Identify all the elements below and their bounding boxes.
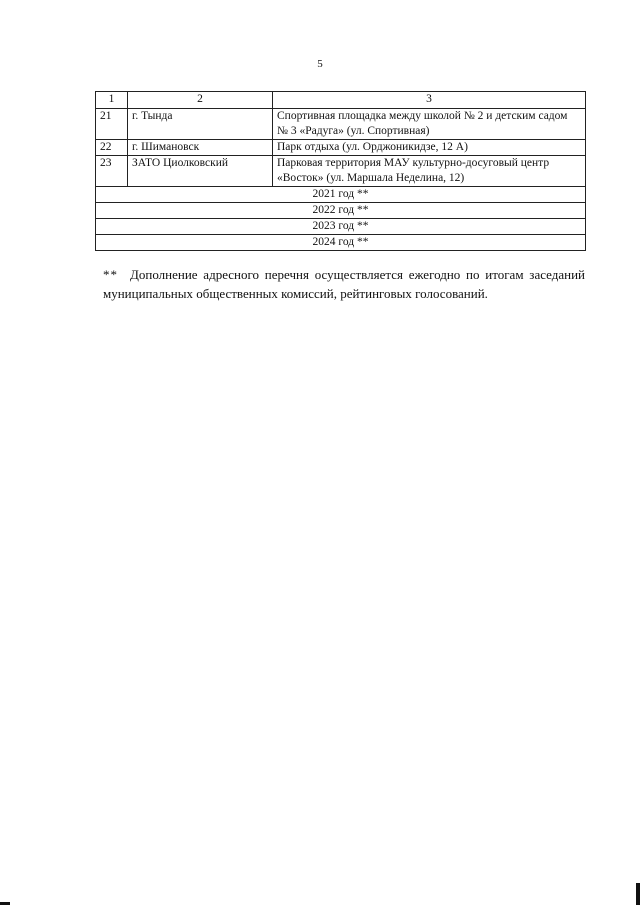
footnote-mark: ** — [103, 267, 118, 282]
year-row-label: 2023 год ** — [96, 219, 586, 235]
column-header-municipality: 2 — [128, 92, 273, 109]
scan-edge-mark — [636, 883, 640, 905]
year-row — [96, 187, 586, 203]
row-object: Парк отдыха (ул. Орджоникидзе, 12 А) — [273, 140, 586, 156]
year-row — [96, 235, 586, 251]
row-municipality: ЗАТО Циолковский — [128, 156, 273, 187]
row-number: 22 — [96, 140, 128, 156]
row-municipality: г. Тында — [128, 109, 273, 140]
footnote — [103, 265, 585, 303]
row-number: 23 — [96, 156, 128, 187]
address-list-table — [95, 91, 586, 251]
row-object: Спортивная площадка между школой № 2 и детским садом № 3 «Радуга» (ул. Спортивная) — [273, 109, 586, 140]
table-row — [96, 140, 586, 156]
row-object: Парковая территория МАУ культурно-досуговый центр «Восток» (ул. Маршала Неделина, 12) — [273, 156, 586, 187]
year-row-label: 2021 год ** — [96, 187, 586, 203]
row-municipality: г. Шимановск — [128, 140, 273, 156]
footnote-text: Дополнение адресного перечня осуществляется ежегодно по итогам заседаний муниципальных общественных комиссий, рейтинговых голосований. — [103, 267, 585, 301]
column-header-object: 3 — [273, 92, 586, 109]
column-header-number: 1 — [96, 92, 128, 109]
page-number: 5 — [317, 58, 323, 70]
table-row — [96, 109, 586, 140]
year-row — [96, 219, 586, 235]
year-row — [96, 203, 586, 219]
year-row-label: 2024 год ** — [96, 235, 586, 251]
year-row-label: 2022 год ** — [96, 203, 586, 219]
table-row — [96, 156, 586, 187]
table-header-row — [96, 92, 586, 109]
row-number: 21 — [96, 109, 128, 140]
